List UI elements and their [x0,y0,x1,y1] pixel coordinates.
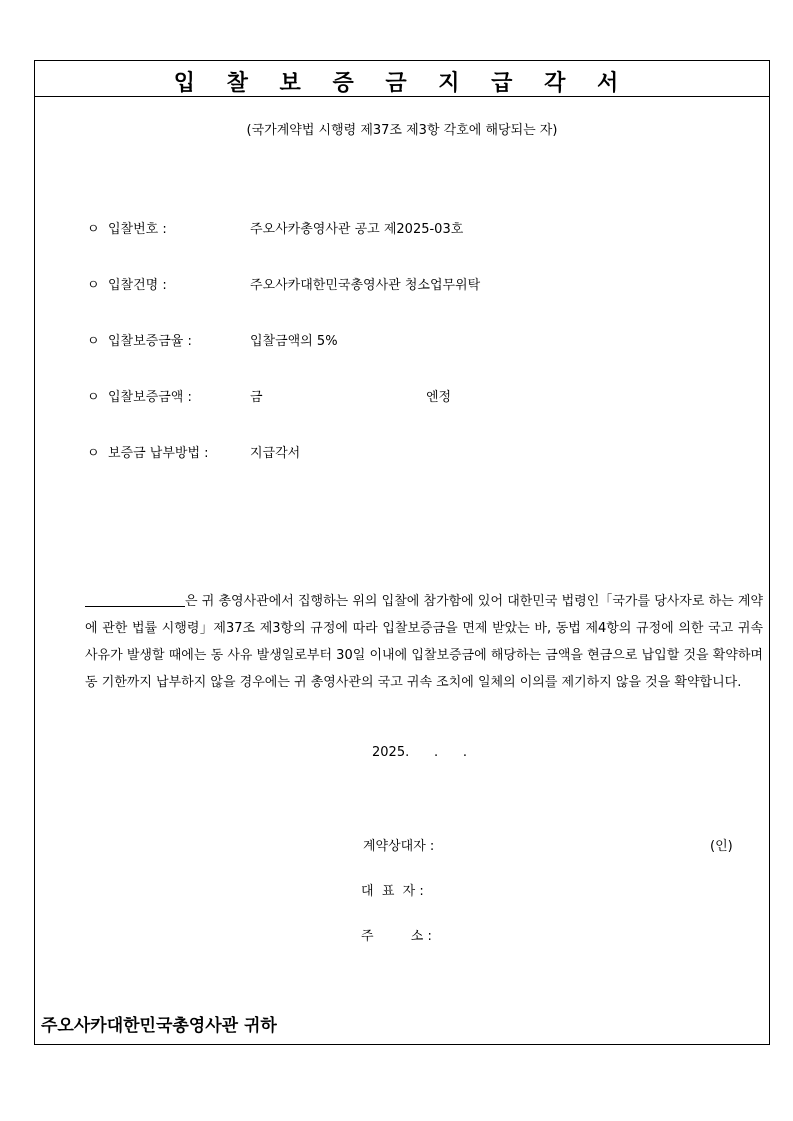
date-line: 2025. . . [372,745,468,760]
item-label: 입찰번호 : [108,222,167,237]
item-value: 지급각서 [250,446,301,461]
item-value: 금 [250,390,263,405]
bullet-mark: ㅇ [87,334,100,349]
bullet-mark: ㅇ [87,446,100,461]
bullet-mark: ㅇ [87,278,100,293]
title-row [35,61,769,97]
pledge-paragraph [85,588,763,696]
document-subtitle: (국가계약법 시행령 제37조 제3항 각호에 해당되는 자) [246,123,558,138]
document-frame [34,60,770,1045]
bullet-mark: ㅇ [87,390,100,405]
seal-mark: (인) [710,839,733,854]
item-value-suffix: 엔정 [426,390,452,405]
bullet-mark: ㅇ [87,222,100,237]
address-label: 주 소 : [361,929,432,944]
item-label: 입찰보증금율 : [108,334,192,349]
pledge-text: 은 귀 총영사관에서 집행하는 위의 입찰에 참가함에 있어 대한민국 법령인「국가를 당사자로 하는 계약에 관한 법률 시행령」제37조 제3항의 규정에 따라 입찰보증금을 면제 받았는 바, 동법 제4항의 규정에 의한 국고 귀속사유가 발생할 때에는 동 사유 발생일로부터 30일 이내에 입찰보증금에 해당하는 금액을 현금으로 납입할 것을 확약하며 동 기한까지 납부하지 않을 경우에는 귀 총영사관의 국고 귀속 조치에 일체의 이의를 제기하지 않을 것을 확약합니다. [85,594,763,690]
contractor-label: 계약상대자 : [363,839,435,854]
item-label: 입찰건명 : [108,278,167,293]
document-title: 입 찰 보 증 금 지 급 각 서 [173,71,631,96]
item-value: 주오사카총영사관 공고 제2025-03호 [250,222,464,237]
representative-label: 대 표 자 : [361,884,424,899]
addressee-footer: 주오사카대한민국총영사관 귀하 [41,1016,277,1036]
item-label: 보증금 납부방법 : [108,446,209,461]
item-label: 입찰보증금액 : [108,390,192,405]
item-value: 입찰금액의 5% [250,334,338,349]
item-value: 주오사카대한민국총영사관 청소업무위탁 [250,278,481,293]
name-blank-line [85,592,185,607]
